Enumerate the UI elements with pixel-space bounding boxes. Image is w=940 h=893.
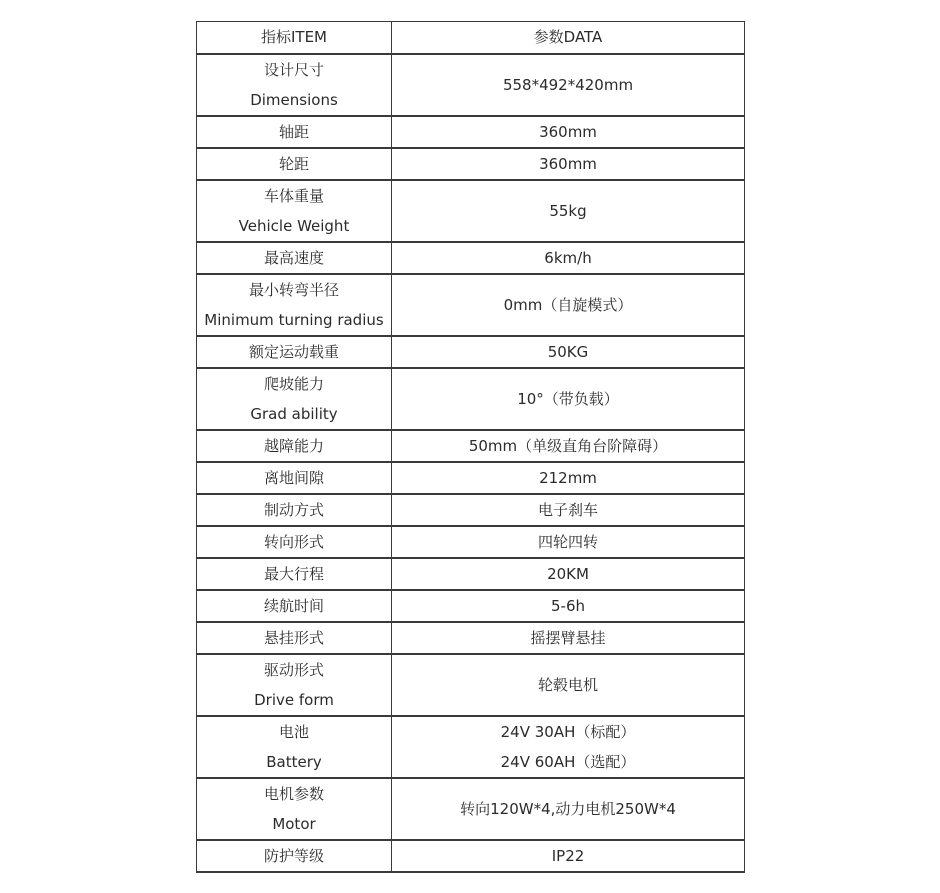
spec-item-cell-line: 最大行程 bbox=[263, 564, 324, 583]
table-row bbox=[197, 180, 745, 242]
spec-data-cell bbox=[392, 148, 745, 180]
spec-data-cell-line: 四轮四转 bbox=[537, 532, 598, 551]
header-data-cell: 参数DATA bbox=[392, 22, 745, 54]
spec-data-cell-line: 摇摆臂悬挂 bbox=[530, 628, 606, 647]
spec-data-cell-line: 360mm bbox=[539, 154, 597, 173]
spec-data-cell-line: IP22 bbox=[551, 846, 585, 865]
spec-data-cell-line: 20KM bbox=[547, 564, 589, 583]
table-row bbox=[197, 54, 745, 116]
table-row bbox=[197, 116, 745, 148]
spec-item-cell-line: 爬坡能力 bbox=[263, 374, 324, 393]
spec-item-cell-line: 越障能力 bbox=[263, 436, 324, 455]
spec-data-cell bbox=[392, 494, 745, 526]
spec-data-cell-line: 360mm bbox=[539, 122, 597, 141]
spec-item-cell-line: 轮距 bbox=[278, 154, 309, 173]
table-row bbox=[197, 716, 745, 778]
spec-item-cell-line: 离地间隙 bbox=[263, 468, 324, 487]
table-row bbox=[197, 368, 745, 430]
spec-data-cell-line: 5-6h bbox=[550, 596, 585, 615]
spec-data-cell bbox=[392, 462, 745, 494]
spec-item-cell bbox=[197, 116, 392, 148]
table-row bbox=[197, 840, 745, 872]
spec-item-cell bbox=[197, 368, 392, 430]
table-row bbox=[197, 558, 745, 590]
spec-item-cell-line: 续航时间 bbox=[263, 596, 324, 615]
spec-data-cell bbox=[392, 242, 745, 274]
spec-data-cell-line: 24V 60AH（选配） bbox=[500, 752, 636, 771]
spec-item-cell bbox=[197, 462, 392, 494]
spec-item-cell-line: 最小转弯半径 bbox=[248, 280, 339, 299]
spec-data-cell bbox=[392, 526, 745, 558]
spec-item-cell bbox=[197, 336, 392, 368]
table-row bbox=[197, 778, 745, 840]
spec-item-cell bbox=[197, 526, 392, 558]
table-row bbox=[197, 590, 745, 622]
spec-item-cell bbox=[197, 778, 392, 840]
table-row bbox=[197, 622, 745, 654]
spec-item-cell-line: Dimensions bbox=[250, 90, 338, 109]
spec-data-cell bbox=[392, 336, 745, 368]
spec-item-cell-line: 驱动形式 bbox=[263, 660, 324, 679]
spec-item-cell-line: 最高速度 bbox=[263, 248, 324, 267]
spec-data-cell-line: 24V 30AH（标配） bbox=[500, 722, 636, 741]
spec-data-cell-line: 轮毂电机 bbox=[537, 675, 598, 694]
table-row bbox=[197, 462, 745, 494]
spec-data-cell-line: 10°（带负载） bbox=[517, 389, 619, 408]
spec-item-cell-line: Battery bbox=[266, 752, 322, 771]
spec-item-cell bbox=[197, 148, 392, 180]
spec-data-cell bbox=[392, 778, 745, 840]
spec-table bbox=[196, 21, 745, 873]
spec-item-cell bbox=[197, 840, 392, 872]
spec-item-cell-line: 制动方式 bbox=[263, 500, 324, 519]
spec-item-cell-line: Motor bbox=[272, 814, 316, 833]
spec-item-cell bbox=[197, 590, 392, 622]
table-row bbox=[197, 430, 745, 462]
spec-item-cell-line: 转向形式 bbox=[263, 532, 324, 551]
table-row bbox=[197, 148, 745, 180]
spec-item-cell-line: 额定运动载重 bbox=[248, 342, 339, 361]
spec-data-cell bbox=[392, 716, 745, 778]
spec-item-cell-line: 电机参数 bbox=[263, 784, 324, 803]
spec-item-cell bbox=[197, 242, 392, 274]
spec-item-cell bbox=[197, 54, 392, 116]
header-item-cell: 指标ITEM bbox=[197, 22, 392, 54]
spec-item-cell-line: 悬挂形式 bbox=[263, 628, 324, 647]
table-row bbox=[197, 654, 745, 716]
spec-item-cell-line: Grad ability bbox=[250, 404, 338, 423]
spec-data-cell bbox=[392, 558, 745, 590]
spec-item-cell bbox=[197, 716, 392, 778]
spec-data-cell-line: 212mm bbox=[539, 468, 597, 487]
spec-item-cell bbox=[197, 180, 392, 242]
spec-data-cell-line: 558*492*420mm bbox=[502, 75, 634, 94]
table-header-row bbox=[197, 22, 745, 54]
spec-item-cell-line: 车体重量 bbox=[263, 186, 324, 205]
spec-item-cell-line: Minimum turning radius bbox=[204, 310, 384, 329]
spec-item-cell bbox=[197, 430, 392, 462]
spec-item-cell-line: 电池 bbox=[278, 722, 309, 741]
spec-item-cell-line: 轴距 bbox=[278, 122, 309, 141]
spec-item-cell bbox=[197, 654, 392, 716]
spec-data-cell bbox=[392, 116, 745, 148]
spec-item-cell-line: 防护等级 bbox=[263, 846, 324, 865]
spec-item-cell-line: Vehicle Weight bbox=[238, 216, 350, 235]
spec-table-body bbox=[197, 22, 745, 872]
spec-data-cell bbox=[392, 274, 745, 336]
table-row bbox=[197, 274, 745, 336]
spec-data-cell-line: 转向120W*4,动力电机250W*4 bbox=[460, 799, 676, 818]
spec-item-cell bbox=[197, 558, 392, 590]
spec-data-cell bbox=[392, 840, 745, 872]
spec-item-cell bbox=[197, 622, 392, 654]
spec-data-cell bbox=[392, 430, 745, 462]
spec-data-cell-line: 50mm（单级直角台阶障碍） bbox=[468, 436, 668, 455]
spec-data-cell-line: 0mm（自旋模式） bbox=[503, 295, 633, 314]
table-row bbox=[197, 494, 745, 526]
spec-data-cell-line: 55kg bbox=[549, 201, 587, 220]
spec-data-cell-line: 6km/h bbox=[544, 248, 592, 267]
spec-data-cell bbox=[392, 654, 745, 716]
spec-data-cell bbox=[392, 622, 745, 654]
spec-item-cell bbox=[197, 494, 392, 526]
spec-item-cell-line: Drive form bbox=[254, 690, 334, 709]
table-row bbox=[197, 336, 745, 368]
spec-data-cell-line: 50KG bbox=[547, 342, 589, 361]
spec-data-cell-line: 电子刹车 bbox=[537, 500, 598, 519]
spec-data-cell bbox=[392, 590, 745, 622]
spec-data-cell bbox=[392, 368, 745, 430]
table-row bbox=[197, 242, 745, 274]
spec-data-cell bbox=[392, 54, 745, 116]
spec-item-cell-line: 设计尺寸 bbox=[263, 60, 324, 79]
spec-data-cell bbox=[392, 180, 745, 242]
spec-item-cell bbox=[197, 274, 392, 336]
table-row bbox=[197, 526, 745, 558]
